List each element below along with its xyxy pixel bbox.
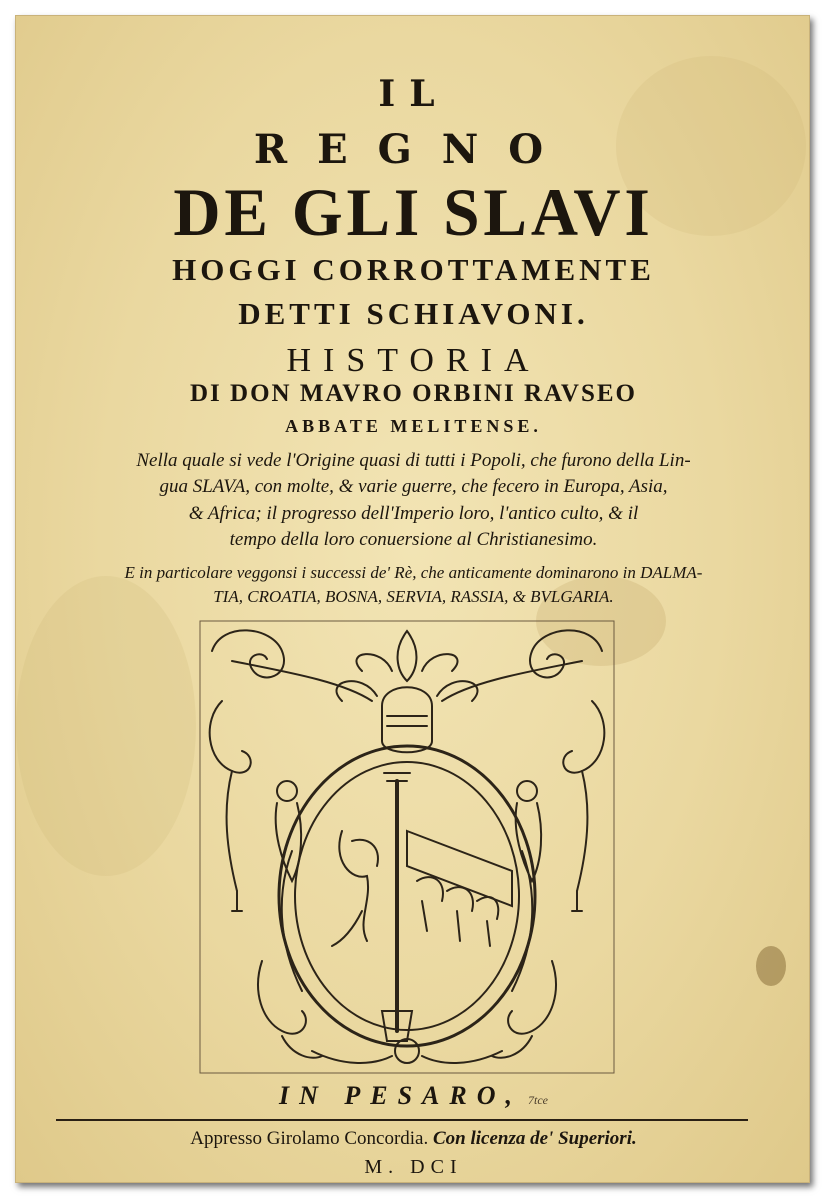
imprint-place-text: IN PESARO, <box>278 1081 523 1110</box>
publisher-line <box>16 1128 810 1150</box>
imprint-place <box>16 1081 810 1111</box>
description-line: tempo della loro conuersione al Christianesimo. <box>229 529 598 550</box>
subtitle-hoggi: HOGGI CORROTTAMENTE <box>172 252 655 287</box>
subtext-line: E in particolare veggonsi i successi de' Rè, che anticamente dominarono in DALMA- <box>124 563 703 582</box>
handwritten-note: 7tce <box>528 1093 549 1107</box>
title-il: IL <box>378 73 449 115</box>
publication-year: M. DCI <box>364 1156 463 1178</box>
title-regno: REGNO <box>253 126 574 173</box>
title-page <box>15 15 810 1183</box>
author-line: DI DON MAVRO ORBINI RAVSEO <box>190 380 637 407</box>
description-line: & Africa; il progresso dell'Imperio loro, l'antico culto, & il <box>188 503 639 524</box>
description-line: Nella quale si vede l'Origine quasi di tutti i Popoli, che furono della Lin- <box>136 450 691 471</box>
title-historia: HISTORIA <box>286 342 541 379</box>
subtitle-detti: DETTI SCHIAVONI. <box>238 296 589 331</box>
subtext-line: TIA, CROATIA, BOSNA, SERVIA, RASSIA, & BVLGARIA. <box>213 587 614 606</box>
author-title: ABBATE MELITENSE. <box>285 416 542 436</box>
publisher-name: Appresso Girolamo Concordia. <box>190 1128 429 1149</box>
description-line: gua SLAVA, con molte, & varie guerre, che fecero in Europa, Asia, <box>159 476 668 497</box>
title-de-gli-slavi: DE GLI SLAVI <box>173 174 654 250</box>
license-text: Con licenza de' Superiori. <box>432 1128 637 1149</box>
coat-of-arms-engraving <box>192 611 622 1081</box>
divider-rule <box>56 1119 748 1121</box>
